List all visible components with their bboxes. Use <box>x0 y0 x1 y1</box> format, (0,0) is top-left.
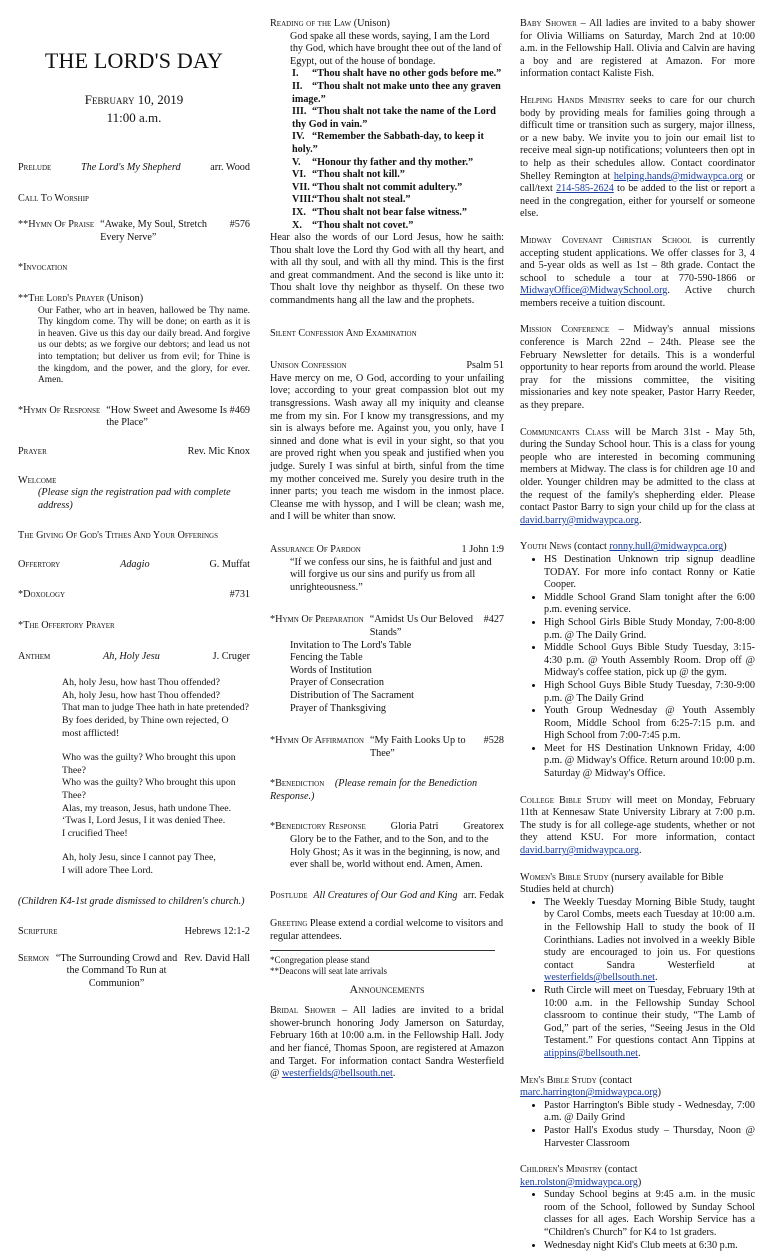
mens-label: Men's Bible Study <box>520 1074 597 1086</box>
commandment <box>292 131 504 156</box>
greeting-label: Greeting <box>270 918 308 930</box>
sermon-title: “The Surrounding Crowd and the Command To Run at Communion” <box>55 952 178 989</box>
school-text: is currently accepting student applications. We offer classes for 3, 4 and 5-year olds as well as 1st – 8th grade. Contact the school to schedule a tour at 770-590-1866 or <box>520 234 755 284</box>
commandment-text: “Remember the Sabbath-day, to keep it holy.” <box>292 131 484 155</box>
youth-list <box>520 554 755 781</box>
college-email[interactable]: david.barry@midwaypca.org <box>520 845 639 857</box>
bridal-shower-label: Bridal Shower <box>270 1005 336 1017</box>
doxology-row <box>18 589 250 602</box>
postlude-row <box>270 890 504 903</box>
welcome-note: (Please sign the registration pad with complete address) <box>38 487 231 511</box>
womens-item-text: The Weekly Tuesday Morning Bible Study, taught by Carol Combs, meets each Tuesday at 10:00 a.m. in the Fellowship Hall to study the book of II Corinthians. Ladies not involved in a weekly Bible study are encouraged to join us. For questions contact Sandra Westerfield at <box>544 896 755 971</box>
bridal-shower-text: – All ladies are invited to a bridal shower-brunch honoring Jody Jamerson on Saturday, February 16th at 10:00 a.m. in the Fellowship Hall. Jody and her fiancé, Thomas Spoon, are registered at Amazon and Target. For information contact Sandra Westerfield @ <box>270 1005 505 1080</box>
invocation: *Invocation <box>18 262 68 274</box>
hymn-affirmation-title: “My Faith Looks Up to Thee” <box>369 735 466 759</box>
prelude-piece: The Lord's My Shepherd <box>80 162 181 173</box>
lords-prayer-heading <box>18 293 250 306</box>
anthem-line: I crucified Thee! <box>62 827 128 839</box>
commandment-text: “Thou shalt not make unto thee any graven image.” <box>292 80 501 105</box>
liturgy-column <box>270 18 504 1081</box>
divider <box>270 950 495 951</box>
prelude-composer: arr. Wood <box>210 162 250 173</box>
mens-contact-post: ) <box>657 1087 662 1099</box>
school-email[interactable]: MidwayOffice@MidwaySchool.org <box>520 285 668 297</box>
list-item <box>544 897 755 985</box>
youth-label: Youth News <box>520 541 572 553</box>
commandment-number: I. <box>292 68 299 80</box>
service-date: February 10, 2019 <box>84 92 184 107</box>
commandment-text: “Thou shalt have no other gods before me.” <box>312 68 502 80</box>
helping-hands-mid: or call/text <box>520 170 755 195</box>
communion-item: Prayer of Consecration <box>290 677 384 689</box>
hymn-praise-row <box>18 219 250 244</box>
lords-prayer-label: **The Lord's Prayer <box>18 292 105 304</box>
sermon-row <box>18 953 250 991</box>
youth-news <box>520 541 755 554</box>
scripture-label: Scripture <box>18 926 58 938</box>
childrens-list <box>520 1189 755 1252</box>
commandment-number: VI. <box>292 169 306 181</box>
children-dismissal-note: (Children K4-1st grade dismissed to children's church.) <box>18 895 245 907</box>
list-item: • Pastor Harrington's Bible study - Wednesday, 7:00 a.m. @ Daily Grind <box>544 1100 755 1125</box>
anthem-line: By foes derided, by Thine own rejected, O most afflicted! <box>62 715 229 739</box>
communicants-class <box>520 427 755 528</box>
helping-hands-label: Helping Hands Ministry <box>520 94 625 106</box>
call-to-worship: Call To Worship <box>18 192 89 204</box>
mission-text: – Midway's annual missions conference is March 22nd – 24th. Please see the February Newsletter for details. This is a wonderful opportunity to hear reports from around the world. Please pray for the missions committee, the visiting missionaries and key note speaker, Pastor Harry Reeder, as they prepare. <box>520 324 756 412</box>
school-end: . Active church members receive a tuition discount. <box>520 285 755 309</box>
womens-list <box>520 897 755 1061</box>
commandment-number: IX. <box>292 206 306 218</box>
youth-contact-pre: (contact <box>571 541 610 553</box>
mission-conference <box>520 324 755 412</box>
hymn-prep-row <box>270 614 504 639</box>
list-item: • Meet for HS Destination Unknown Friday, 4:00 p.m. @ Midway's Office. Return around 10:00 p.m. Saturday @ Midway's Office. <box>544 743 755 781</box>
anthem-row <box>18 651 250 664</box>
hymn-response-label: *Hymn Of Response <box>18 404 101 416</box>
commandment-number: IV. <box>292 131 305 143</box>
greeting <box>270 918 504 943</box>
mens-bible-study <box>520 1075 755 1100</box>
assurance-text: “If we confess our sins, he is faithful and just and will forgive us our sins and purify us from all unrighteousness.” <box>290 556 492 593</box>
commandment <box>292 220 504 233</box>
benedictory-response-text: Glory be to the Father, and to the Son, and to the Holy Ghost; As it was in the beginning, is now, and ever shall be, world without end. Amen, Amen. <box>290 834 500 871</box>
communicants-text: will be March 31st - May 5th, during the Sunday School hour. This is a class for young people who are interested in becoming communing members at Midway. The class is for children age 10 and older. Younger children may be admitted to the class at the request of the family's shepherding elder. Please contact Pastor Barry to sign your child up for the class at <box>520 426 755 514</box>
doxology-number: #731 <box>229 589 250 601</box>
hymn-prep-number: #427 <box>483 614 504 626</box>
commandment <box>292 182 504 195</box>
commandment-text: “Honour thy father and thy mother.” <box>312 156 474 168</box>
offertory-row <box>18 559 250 572</box>
hymn-prep-title: “Amidst Us Our Beloved Stands” <box>369 614 473 638</box>
footnote-stand: *Congregation please stand <box>270 954 370 965</box>
helping-hands-phone[interactable]: 214-585-2624 <box>556 183 614 195</box>
bridal-shower-end: . <box>392 1068 396 1080</box>
hymn-praise-number: #576 <box>229 219 250 231</box>
communion-item: Prayer of Thanksgiving <box>290 702 387 714</box>
unison-confession-ref: Psalm 51 <box>466 360 504 372</box>
commandment-text: “Thou shalt not take the name of the Lord thy God in vain.” <box>292 106 496 130</box>
benedictory-response-label: *Benedictory Response <box>270 821 366 833</box>
commandment <box>292 68 504 81</box>
school-label: Midway Covenant Christian School <box>520 234 692 246</box>
prelude-row <box>18 162 250 175</box>
hymn-affirmation-number: #528 <box>483 735 504 747</box>
sermon-preacher: Rev. David Hall <box>184 952 250 964</box>
commandment-number: II. <box>292 80 303 92</box>
commandment-text: “Thou shalt not bear false witness.” <box>312 206 467 218</box>
baby-shower-label: Baby Shower <box>520 18 577 29</box>
mission-label: Mission Conference <box>520 324 610 336</box>
law-heading-note: (Unison) <box>351 18 390 29</box>
communion-item: Words of Institution <box>290 664 372 676</box>
list-item: • High School Girls Bible Study Monday, 7:00-8:00 p.m. @ The Daily Grind. <box>544 617 755 642</box>
communicants-end: . <box>638 514 642 526</box>
womens-item-email[interactable]: atippins@bellsouth.net <box>544 1047 638 1059</box>
silent-confession: Silent Confession And Examination <box>270 327 417 339</box>
anthem-line: ‘Twas I, Lord Jesus, I it was denied Thee. <box>62 815 226 827</box>
prelude-label: Prelude <box>18 162 52 173</box>
anthem-label: Anthem <box>18 650 51 662</box>
anthem-line: Who was the guilty? Who brought this upon Thee? <box>62 752 236 776</box>
postlude-composer: arr. Fedak <box>463 889 504 901</box>
law-summary: Hear also the words of our Lord Jesus, how he saith: Thou shalt love the Lord thy God with all thy heart, and with all thy soul, and with all thy mind. This is the first and great commandment. And the second is like unto it: Thou shalt love thy neighbor as thyself. On these two commandments hang all the law and the prophets. <box>270 232 504 307</box>
bridal-shower-email[interactable]: westerfields@bellsouth.net <box>281 1068 393 1080</box>
footnote-deacons: **Deacons will seat late arrivals <box>270 965 387 976</box>
hymn-affirmation-row <box>270 735 504 760</box>
womens-item-text: Ruth Circle will meet on Tuesday, February 19th at 10:00 a.m. in the Fellowship Sunday School classroom to continue their study, “The Lamb of God,” part of the series, “Seeing Jesus in the Old Testament.” For questions contact Ann Tippins at <box>544 984 755 1047</box>
hymn-response-row <box>18 405 250 430</box>
anthem-line: Ah, holy Jesu, how hast Thou offended? <box>62 677 220 689</box>
womens-note: (nursery available for Bible Studies held at church) <box>520 871 724 896</box>
anthem-line <box>62 740 250 752</box>
lords-prayer-note: (Unison) <box>104 292 144 304</box>
benediction-row <box>270 778 504 803</box>
sermon-label: Sermon <box>18 952 49 964</box>
announcements-column <box>520 18 755 1252</box>
childrens-label: Children's Ministry <box>520 1164 603 1176</box>
commandment <box>292 106 504 131</box>
list-item: • Pastor Hall's Exodus study – Thursday, Noon @ Harvester Classroom <box>544 1125 755 1150</box>
communion-item: Distribution of The Sacrament <box>290 689 415 701</box>
list-item: • Youth Group Wednesday @ Youth Assembly Room, Middle School from 6:25-7:15 p.m. and High School from 7:00-7:45 p.m. <box>544 705 755 743</box>
unison-confession-row <box>270 360 504 373</box>
childrens-contact-post: ) <box>637 1176 642 1188</box>
greeting-text: Please extend a cordial welcome to visitors and regular attendees. <box>270 918 504 943</box>
womens-bible-study <box>520 872 755 897</box>
anthem-piece: Ah, Holy Jesu <box>103 650 160 662</box>
list-item: • Sunday School begins at 9:45 a.m. in the music room of the School, followed by Sunday School classes for all ages. Each Worship Service has a “Children's Church” for K4 to 1st graders. <box>544 1189 755 1239</box>
announcements-heading: Announcements <box>349 981 425 996</box>
service-time: 11:00 a.m. <box>106 110 162 125</box>
offertory-label: Offertory <box>18 558 61 570</box>
postlude-piece: All Creatures of Our God and King <box>313 889 458 901</box>
bridal-shower <box>270 1005 504 1081</box>
womens-item-email[interactable]: westerfields@bellsouth.net <box>544 972 655 984</box>
anthem-line: That man to judge Thee hath in hate pretended? <box>62 702 249 714</box>
hymn-response-title: “How Sweet and Awesome Is the Place” <box>106 404 227 429</box>
college-label: College Bible Study <box>520 794 612 806</box>
mens-contact-pre: (contact <box>596 1074 633 1086</box>
law-heading-label: Reading of the Law <box>270 18 352 29</box>
commandment <box>292 194 504 207</box>
list-item: • High School Guys Bible Study Tuesday, 7:30-9:00 p.m. @ The Daily Grind <box>544 680 755 705</box>
baby-shower <box>520 18 755 81</box>
scripture-reference: Hebrews 12:1-2 <box>184 926 250 938</box>
list-item: • Middle School Guys Bible Study Tuesday, 3:15-4:30 p.m. @ Youth Assembly Room. Drop off @ Midway's coffee station, pick up @ the gym. <box>544 642 755 680</box>
anthem-line: Alas, my treason, Jesus, hath undone Thee. <box>62 802 232 814</box>
anthem-lyrics <box>18 677 250 877</box>
law-heading <box>270 18 504 31</box>
hymn-praise-label: **Hymn Of Praise <box>18 219 95 231</box>
commandments-list <box>270 68 504 232</box>
commandment <box>292 157 504 170</box>
list-item: • HS Destination Unknown trip signup deadline TODAY. For more info contact Ronny or Katie Cooper. <box>544 554 755 592</box>
hymn-response-number: #469 <box>229 404 250 416</box>
list-item <box>544 985 755 1061</box>
commandment <box>292 207 504 220</box>
youth-contact-post: ) <box>723 541 727 553</box>
childrens-contact-pre: (contact <box>602 1164 638 1176</box>
youth-email[interactable]: ronny.hull@midwaypca.org <box>609 541 724 553</box>
offertory-composer: G. Muffat <box>209 558 250 570</box>
communion-order <box>270 640 504 716</box>
assurance-row <box>270 544 504 557</box>
commandment-text: “Thou shalt not kill.” <box>312 169 405 181</box>
benediction-note: (Please remain for the Benediction Response.) <box>270 778 478 802</box>
anthem-line: I will adore Thee Lord. <box>62 864 153 876</box>
anthem-line: Ah, holy Jesu, how hast Thou offended? <box>62 689 220 701</box>
communicants-label: Communicants Class <box>520 426 610 438</box>
womens-item-end: . <box>638 1047 641 1059</box>
mens-email[interactable]: marc.harrington@midwaypca.org <box>520 1087 658 1099</box>
hymn-affirmation-label: *Hymn Of Affirmation <box>270 735 364 747</box>
benedictory-response-composer: Greatorex <box>463 821 504 833</box>
commandment-number: III. <box>292 106 307 118</box>
benedictory-response-title: Gloria Patri <box>390 821 439 833</box>
list-item: • Wednesday night Kid's Club meets at 6:30 p.m. <box>544 1240 755 1252</box>
prayer-leader: Rev. Mic Knox <box>187 445 250 457</box>
womens-item-end: . <box>654 972 658 984</box>
commandment-text: “Thou shalt not steal.” <box>312 194 411 206</box>
helping-hands-email[interactable]: helping.hands@midwaypca.org <box>613 170 743 182</box>
offertory-piece: Adagio <box>120 558 150 570</box>
commandment-text: “Thou shalt not covet.” <box>312 219 414 231</box>
hymn-praise-title: “Awake, My Soul, Stretch Every Nerve” <box>100 219 207 243</box>
offertory-prayer: *The Offertory Prayer <box>18 620 115 632</box>
postlude-label: Postlude <box>270 889 308 901</box>
mens-list <box>520 1100 755 1150</box>
communion-item: Fencing the Table <box>290 652 363 664</box>
commandment-number: X. <box>292 219 302 231</box>
prayer-label: Prayer <box>18 445 47 457</box>
helping-hands-text: seeks to care for our church body by providing meals for families going through a difficult time or transition such as surgery, major illness, or a new baby. We invite you to join our email list to receive meal sign-up notifications; volunteers then opt in to help as their schedules allow. Contact coordinator Shelley Remington at <box>520 94 756 182</box>
womens-label: Women's Bible Study <box>520 871 609 883</box>
college-text: will meet on Monday, February 11th at Kennesaw State University Library at 7:00 p.m. The study is for all college-age students, whether or not they attend KSU. For more information, contact <box>520 794 756 844</box>
baby-shower-text: – All ladies are invited to a baby shower for Olivia Williams on Saturday, March 2nd at 10:00 a.m. in the Fellowship Hall. Olivia and Calvin are having a boy and are registered at Amazon. For more information contact Kaliste Fish. <box>520 18 756 80</box>
page-title: THE LORD'S DAY <box>44 48 224 73</box>
prayer-row <box>18 446 250 459</box>
college-bible-study <box>520 795 755 858</box>
anthem-line <box>62 840 250 852</box>
commandment-number: VIII. <box>292 194 314 206</box>
unison-confession-text: Have mercy on me, O God, according to your unfailing love; according to your great compassion blot out my transgressions. Wash away all my iniquity and cleanse me from my sin. For I know my transgressions, and my sin is always before me. Against you, you only, have I sinned and done what is evil in your sight, so that you are proved right when you speak and justified when you judge. Surely I was sinful at birth, sinful from the time my mother conceived me. Surely you desire truth in the inner parts; you teach me wisdom in the inmost place. Cleanse me with hyssop, and I will be clean; wash me, and I will be whiter than snow. <box>270 372 504 523</box>
school-announcement <box>520 235 755 311</box>
commandment-text: “Thou shalt not commit adultery.” <box>312 181 463 193</box>
commandment-number: V. <box>292 156 301 168</box>
anthem-composer: J. Cruger <box>212 650 250 662</box>
commandment-number: VII. <box>292 181 310 193</box>
assurance-label: Assurance Of Pardon <box>270 543 361 555</box>
welcome-label: Welcome <box>18 474 57 486</box>
hymn-prep-label: *Hymn Of Preparation <box>270 614 364 626</box>
communion-item: Invitation to The Lord's Table <box>290 639 412 651</box>
giving-heading: The Giving Of God's Tithes And Your Offerings <box>18 530 218 542</box>
lords-prayer-text: Our Father, who art in heaven, hallowed be Thy name. Thy kingdom come. Thy will be done; on earth as it is in heaven. Give us this day our daily bread. And forgive us our debts; as we forgive our debtors; and lead us not into temptation; but deliver us from evil; for Thine is the kingdom, and the power, and the glory, for ever. Amen. <box>38 305 250 386</box>
helping-hands-end: to be added to the list or report a need in the congregation, either for yourself or someone else. <box>520 183 755 220</box>
benedictory-response-row <box>270 821 504 834</box>
helping-hands <box>520 95 755 221</box>
college-end: . <box>638 845 642 857</box>
childrens-ministry <box>520 1164 755 1189</box>
scripture-row <box>18 926 250 939</box>
unison-confession-label: Unison Confession <box>270 360 347 372</box>
order-of-worship-column <box>18 0 250 991</box>
communicants-email[interactable]: david.barry@midwaypca.org <box>520 514 639 526</box>
commandment <box>292 81 504 106</box>
benediction-label: *Benediction <box>270 778 325 790</box>
list-item: • Middle School Grand Slam tonight after the 6:00 p.m. evening service. <box>544 592 755 617</box>
assurance-ref: 1 John 1:9 <box>461 543 504 555</box>
commandment <box>292 169 504 182</box>
doxology-label: *Doxology <box>18 589 66 601</box>
childrens-email[interactable]: ken.rolston@midwaypca.org <box>520 1176 638 1188</box>
anthem-line: Who was the guilty? Who brought this upon Thee? <box>62 777 236 801</box>
law-intro: God spake all these words, saying, I am the Lord thy God, which have brought thee out of the land of Egypt, out of the house of bondage. <box>290 30 502 67</box>
anthem-line: Ah, holy Jesu, since I cannot pay Thee, <box>62 852 216 864</box>
